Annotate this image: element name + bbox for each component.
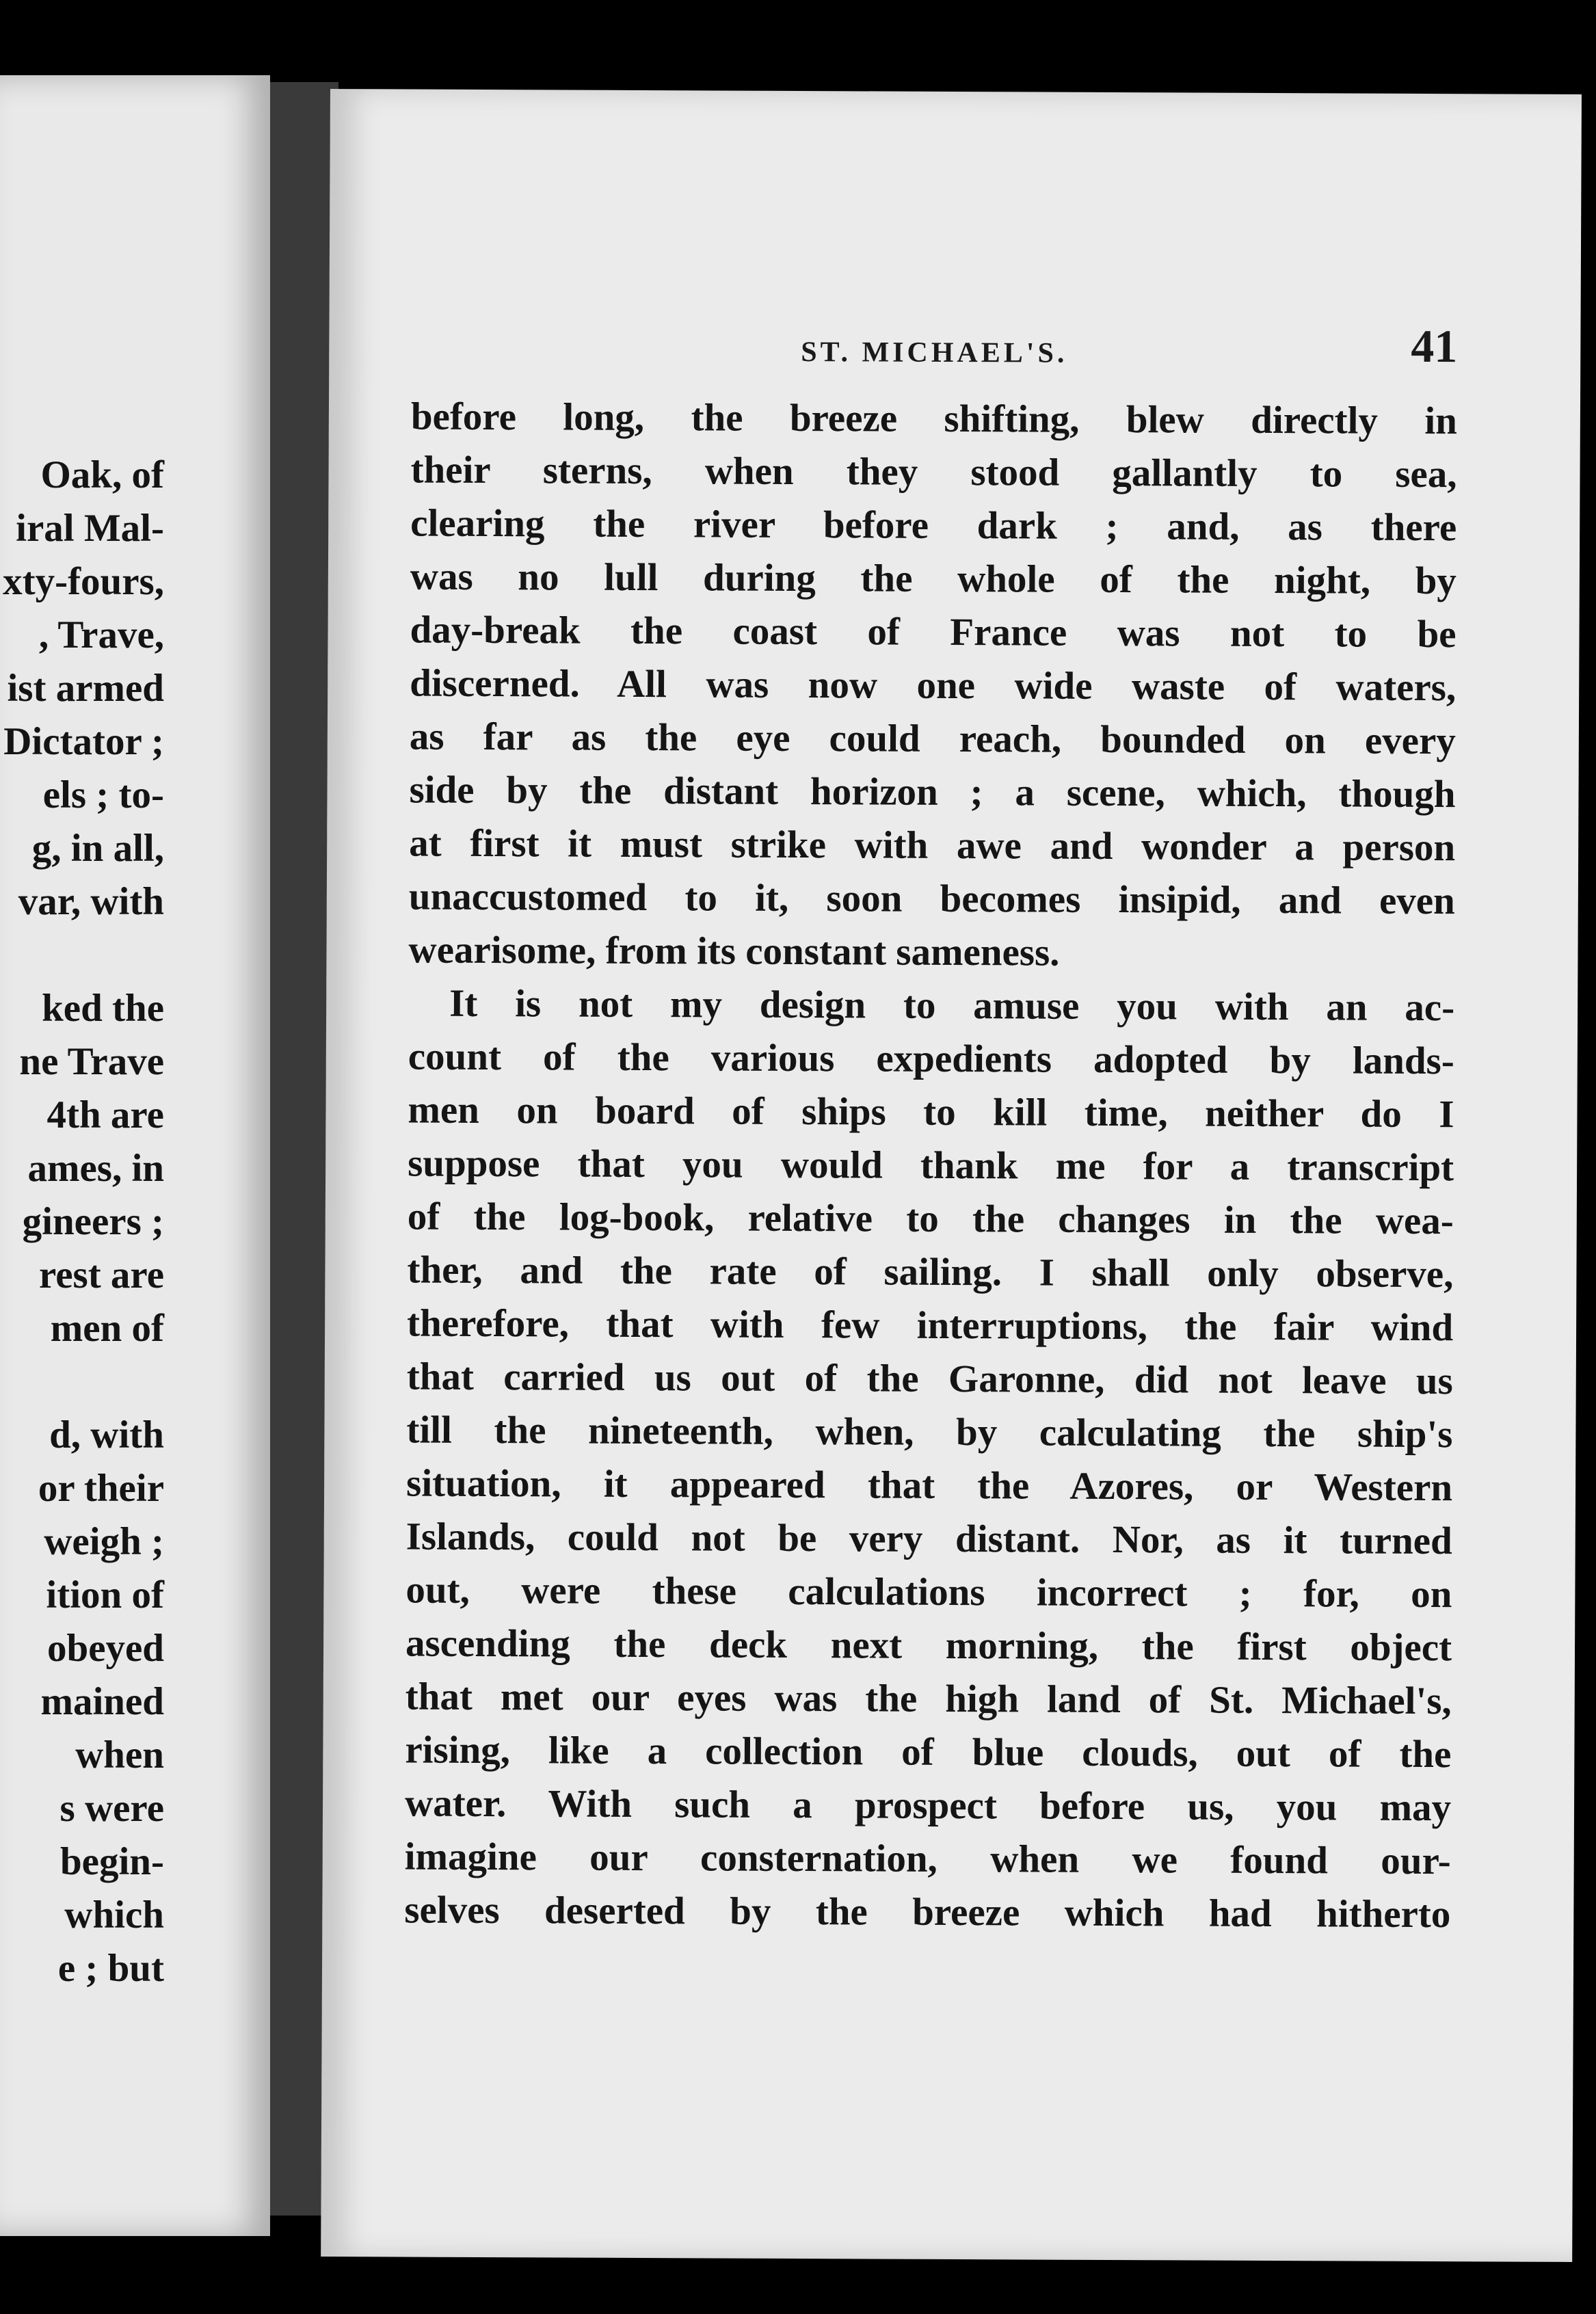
text-line: therefore, that with few interruptions, the fair wind: [406, 1301, 1454, 1350]
text-line: wearisome, from its constant sameness.: [408, 928, 1060, 974]
text-line: It is not my design to amuse you with an ac-: [449, 981, 1455, 1030]
text-line: at first it must strike with awe and wonder a person: [409, 821, 1456, 870]
running-head: ST. MICHAEL'S.: [801, 336, 1068, 369]
left-page-line: Oak, of: [40, 453, 164, 496]
left-page-line: ist armed: [7, 667, 164, 710]
text-line: ascending the deck next morning, the first object: [405, 1621, 1452, 1670]
left-page-line: gineers ;: [22, 1200, 164, 1243]
left-page-line: which: [64, 1893, 164, 1937]
left-page: [0, 75, 270, 2236]
text-line: unaccustomed to it, soon becomes insipid, and even: [408, 875, 1455, 923]
text-line: before long, the breeze shifting, blew directly in: [410, 395, 1458, 443]
text-line: their sterns, when they stood gallantly to sea,: [410, 448, 1457, 496]
text-line: clearing the river before dark ; and, as there: [410, 501, 1457, 550]
text-line: was no lull during the whole of the night, by: [410, 555, 1457, 603]
text-line: selves deserted by the breeze which had hitherto: [404, 1888, 1451, 1937]
text-line: out, were these calculations incorrect ; for, on: [405, 1568, 1452, 1617]
text-line: men on board of ships to kill time, neither do I: [408, 1088, 1454, 1136]
text-line: discerned. All was now one wide waste of waters,: [410, 661, 1457, 710]
left-page-line: when: [75, 1733, 164, 1777]
left-page-line: begin-: [59, 1840, 164, 1883]
left-page-line: d, with: [49, 1413, 164, 1457]
text-line: situation, it appeared that the Azores, or Western: [405, 1461, 1453, 1510]
left-page-line: ames, in: [27, 1147, 164, 1190]
left-page-line: mained: [40, 1680, 164, 1723]
left-page-line: weigh ;: [44, 1520, 164, 1563]
page-number: 41: [1411, 319, 1458, 373]
left-page-line: e ; but: [57, 1947, 164, 1990]
text-line: ther, and the rate of sailing. I shall only observe,: [407, 1248, 1454, 1296]
left-page-line: rest are: [38, 1253, 164, 1296]
left-page-line: iral Mal-: [16, 507, 164, 550]
text-line: day-break the coast of France was not to be: [410, 608, 1457, 656]
left-page-line: Dictator ;: [3, 720, 164, 763]
text-line: Islands, could not be very distant. Nor, as it turned: [405, 1515, 1452, 1563]
page-header: [411, 315, 1457, 382]
left-page-line: men of: [50, 1307, 164, 1350]
left-page-line: ked the: [42, 987, 164, 1030]
left-page-line: ition of: [46, 1573, 164, 1617]
left-page-line: , Trave,: [38, 613, 164, 656]
text-line: till the nineteenth, when, by calculating the ship's: [406, 1408, 1453, 1457]
left-page-line: xty-fours,: [3, 560, 164, 603]
text-line: water. With such a prospect before us, you may: [404, 1781, 1452, 1830]
left-page-line: var, with: [18, 880, 164, 923]
text-line: as far as the eye could reach, bounded on every: [409, 715, 1456, 763]
left-page-line: obeyed: [47, 1627, 164, 1670]
text-line: side by the distant horizon ; a scene, which, though: [409, 768, 1456, 816]
left-page-line: or their: [38, 1467, 164, 1510]
text-line: that met our eyes was the high land of St. Michael's,: [405, 1675, 1452, 1723]
text-line: that carried us out of the Garonne, did not leave us: [406, 1355, 1453, 1403]
left-page-line: 4th are: [46, 1093, 164, 1136]
left-page-line: s were: [59, 1787, 164, 1830]
text-line: of the log-book, relative to the changes in the wea-: [407, 1195, 1454, 1243]
left-page-line: els ; to-: [42, 773, 164, 816]
body-text: [404, 390, 1457, 1942]
right-page: [321, 89, 1582, 2262]
text-line: imagine our consternation, when we found our-: [404, 1835, 1451, 1883]
left-page-line: ne Trave: [19, 1040, 164, 1083]
text-line: count of the various expedients adopted by lands-: [408, 1035, 1454, 1083]
left-page-line: g, in all,: [31, 827, 164, 870]
text-line: suppose that you would thank me for a transcript: [408, 1141, 1454, 1190]
text-line: rising, like a collection of blue clouds, out of the: [405, 1728, 1452, 1777]
